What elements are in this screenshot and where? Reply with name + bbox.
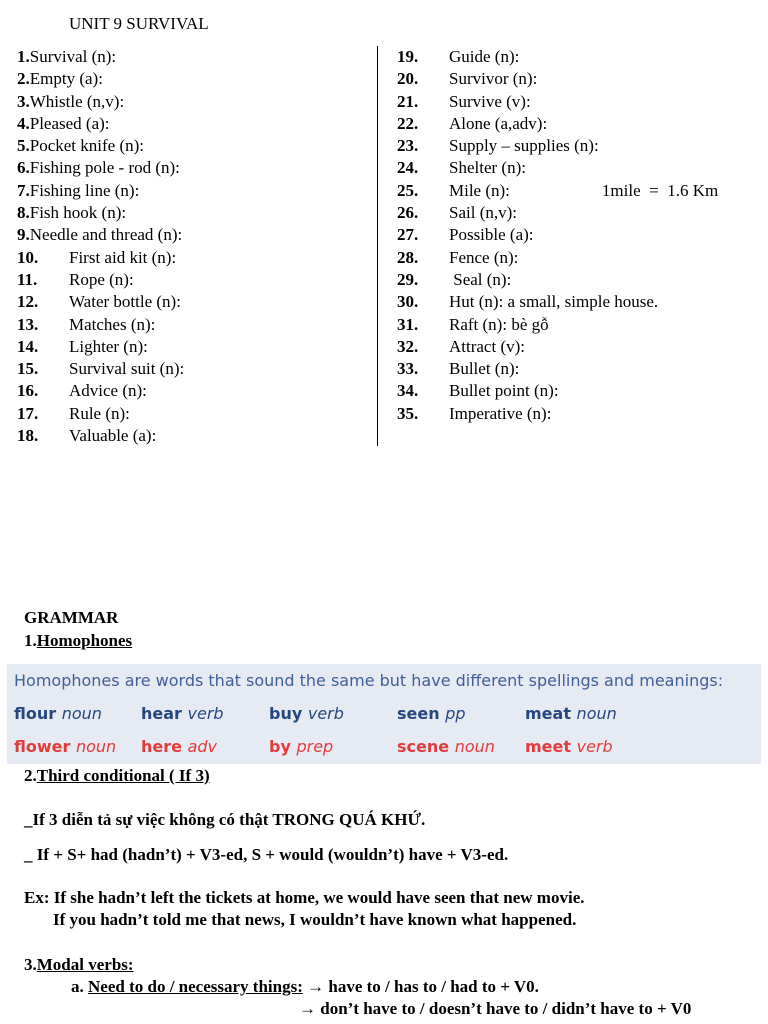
vocab-term: Guide (n): xyxy=(449,47,520,66)
homophone-text: meet xyxy=(525,737,572,756)
vocab-number: 35. xyxy=(397,403,419,423)
homophones-definition: Homophones are words that sound the same but have different spellings and meanings: xyxy=(14,671,724,690)
section-number: 3. xyxy=(24,955,37,974)
vocab-term: Whistle (n,v): xyxy=(29,91,125,111)
vocab-number: 12. xyxy=(17,292,39,312)
vocab-number: 30. xyxy=(397,292,419,312)
vocab-item xyxy=(17,403,184,425)
part-of-speech: verb xyxy=(576,737,613,756)
section-number: 1. xyxy=(24,631,37,650)
vocab-term: Valuable (a): xyxy=(69,426,157,446)
vocab-number: 26. xyxy=(397,203,419,223)
vocab-item xyxy=(397,247,718,269)
vocab-number: 19. xyxy=(397,47,419,66)
vocab-number: 32. xyxy=(397,336,419,356)
vocab-item xyxy=(17,336,184,358)
vocab-term: Hut (n): a small, simple house. xyxy=(449,292,659,312)
vocab-item xyxy=(17,358,184,380)
homophone-text: here xyxy=(141,737,182,756)
homophone-text: seen xyxy=(397,704,440,723)
vocab-term: Imperative (n): xyxy=(449,403,552,423)
vocab-item xyxy=(397,314,718,336)
vocab-number: 3. xyxy=(17,91,30,111)
vocab-number: 33. xyxy=(397,359,419,379)
vocab-number: 27. xyxy=(397,225,419,245)
vocab-item xyxy=(17,269,184,291)
vocab-number: 13. xyxy=(17,314,39,334)
vocab-term: Seal (n): xyxy=(449,269,512,289)
vocab-term: Water bottle (n): xyxy=(69,292,181,312)
if3-usage-line xyxy=(24,810,425,830)
vocab-term: Bullet point (n): xyxy=(449,381,559,401)
homophone-word xyxy=(14,704,102,723)
vocab-term: Raft (n): bè gỗ xyxy=(449,314,549,334)
vocab-number: 14. xyxy=(17,336,39,356)
vocab-number: 9. xyxy=(17,225,30,245)
vocab-item xyxy=(17,425,184,447)
vocab-item xyxy=(17,247,184,269)
homophone-text: buy xyxy=(269,704,303,723)
vocab-term: First aid kit (n): xyxy=(69,247,177,267)
grammar-heading: GRAMMAR xyxy=(24,608,119,627)
vocab-number: 18. xyxy=(17,426,39,446)
vocab-term: Survival (n): xyxy=(29,47,117,66)
vocab-item xyxy=(17,135,184,157)
vocab-term: Pleased (a): xyxy=(29,113,110,133)
part-of-speech: pp xyxy=(445,704,466,723)
vocab-item xyxy=(397,224,718,246)
section-number: 2. xyxy=(24,766,37,785)
vocab-term: Rule (n): xyxy=(69,403,130,423)
vocab-item xyxy=(397,135,718,157)
vocab-term: Sail (n,v): xyxy=(449,203,517,223)
column-divider xyxy=(377,46,378,446)
vocab-list-right xyxy=(397,46,718,425)
unit-title: UNIT 9 SURVIVAL xyxy=(69,14,209,33)
vocab-term: Rope (n): xyxy=(69,269,134,289)
homophone-word xyxy=(525,737,613,756)
section-homophones-heading xyxy=(24,631,132,651)
homophone-word xyxy=(269,737,333,756)
vocab-number: 24. xyxy=(397,158,419,178)
homophone-text: by xyxy=(269,737,291,756)
vocab-term: Shelter (n): xyxy=(449,158,526,178)
vocab-term: Bullet (n): xyxy=(449,359,520,379)
homophone-word xyxy=(397,737,495,756)
vocab-number: 8. xyxy=(17,203,30,223)
section-title: Homophones xyxy=(36,631,133,650)
vocab-number: 7. xyxy=(17,180,30,200)
part-of-speech: prep xyxy=(296,737,334,756)
vocab-number: 10. xyxy=(17,247,39,267)
part-of-speech: verb xyxy=(187,704,224,723)
part-of-speech: noun xyxy=(576,704,617,723)
vocab-number: 34. xyxy=(397,381,419,401)
homophone-word xyxy=(525,704,617,723)
homophone-text: meat xyxy=(525,704,571,723)
vocab-number: 5. xyxy=(17,136,30,156)
vocab-number: 17. xyxy=(17,403,39,423)
vocab-item xyxy=(397,46,718,68)
homophone-text: flour xyxy=(14,704,57,723)
homophone-text: scene xyxy=(397,737,450,756)
vocab-item xyxy=(397,380,718,402)
if3-formula-line: _ If + S+ had (hadn’t) + V3-ed, S + would (wouldn’t) have + V3-ed. xyxy=(24,845,509,864)
vocab-term: Pocket knife (n): xyxy=(29,136,144,156)
vocab-term: Fish hook (n): xyxy=(29,203,127,223)
vocab-item xyxy=(397,358,718,380)
vocab-term: Needle and thread (n): xyxy=(29,225,183,245)
vocab-number: 2. xyxy=(17,69,30,89)
vocab-item xyxy=(397,202,718,224)
vocab-term: Advice (n): xyxy=(69,381,147,401)
vocab-item xyxy=(397,403,718,425)
vocab-number: 20. xyxy=(397,69,419,89)
vocab-term: Survive (v): xyxy=(449,91,531,111)
modal-negative-rule: → don’t have to / doesn’t have to / didn’t have to + V0 xyxy=(299,999,692,1018)
vocab-term: Alone (a,adv): xyxy=(449,113,548,133)
homophone-word xyxy=(397,704,466,723)
vocab-term: Fishing line (n): xyxy=(29,180,140,200)
vocab-item xyxy=(397,269,718,291)
subsection-rule: → have to / has to / had to + V0. xyxy=(302,977,539,996)
homophones-box xyxy=(7,664,761,764)
vocab-item xyxy=(17,202,184,224)
vocab-item xyxy=(397,180,718,202)
vocab-note: 1mile = 1.6 Km xyxy=(601,180,719,200)
vocab-term: Lighter (n): xyxy=(69,336,148,356)
part-of-speech: noun xyxy=(75,737,117,756)
vocab-item xyxy=(17,157,184,179)
vocab-item xyxy=(397,291,718,313)
vocab-item xyxy=(397,336,718,358)
section-title: Third conditional ( If 3) xyxy=(36,766,210,785)
vocab-number: 6. xyxy=(17,158,30,178)
homophone-word xyxy=(14,737,116,756)
vocab-number: 15. xyxy=(17,359,39,379)
vocab-item xyxy=(17,113,184,135)
vocab-number: 1. xyxy=(17,47,30,66)
vocab-term: Supply – supplies (n): xyxy=(449,136,599,156)
subsection-label: a. xyxy=(71,977,84,996)
vocab-number: 28. xyxy=(397,247,419,267)
vocab-item xyxy=(397,91,718,113)
vocab-number: 31. xyxy=(397,314,419,334)
part-of-speech: verb xyxy=(307,704,344,723)
example-line-2: If you hadn’t told me that news, I wouldn’t have known what happened. xyxy=(53,910,577,929)
vocab-item xyxy=(397,113,718,135)
homophone-word xyxy=(141,737,217,756)
vocab-term: Attract (v): xyxy=(449,336,525,356)
vocab-number: 25. xyxy=(397,180,419,200)
section-third-conditional-heading xyxy=(24,766,210,786)
part-of-speech: noun xyxy=(61,704,102,723)
vocab-term: Empty (a): xyxy=(29,69,103,89)
vocab-item xyxy=(17,91,184,113)
vocab-term: Survival suit (n): xyxy=(69,359,185,379)
underscore-prefix: _ xyxy=(24,810,33,829)
part-of-speech: noun xyxy=(454,737,495,756)
vocab-number: 29. xyxy=(397,269,419,289)
homophone-word xyxy=(269,704,344,723)
vocab-term: Possible (a): xyxy=(449,225,534,245)
vocab-item xyxy=(397,68,718,90)
vocab-term: Matches (n): xyxy=(69,314,156,334)
vocab-number: 21. xyxy=(397,91,419,111)
vocab-item xyxy=(17,314,184,336)
vocab-term: Fence (n): xyxy=(449,247,519,267)
vocab-item xyxy=(17,291,184,313)
modal-subsection-a xyxy=(71,977,539,997)
example-line-1: Ex: If she hadn’t left the tickets at home, we would have seen that new movie. xyxy=(24,888,585,907)
vocab-number: 23. xyxy=(397,136,419,156)
subsection-title: Need to do / necessary things: xyxy=(88,977,303,996)
if3-usage-text: If 3 diễn tả sự việc không có thật TRONG QUÁ KHỨ. xyxy=(32,810,426,829)
vocab-number: 16. xyxy=(17,381,39,401)
section-modal-verbs-heading xyxy=(24,955,134,975)
vocab-term: Fishing pole - rod (n): xyxy=(29,158,180,178)
homophone-text: flower xyxy=(14,737,71,756)
section-title: Modal verbs: xyxy=(36,955,134,974)
vocab-list-left xyxy=(17,46,184,447)
vocab-item xyxy=(17,380,184,402)
vocab-item xyxy=(17,224,184,246)
homophone-word xyxy=(141,704,224,723)
vocab-item xyxy=(17,68,184,90)
vocab-item xyxy=(17,180,184,202)
vocab-term: Survivor (n): xyxy=(449,69,538,89)
vocab-item xyxy=(397,157,718,179)
part-of-speech: adv xyxy=(187,737,217,756)
vocab-number: 22. xyxy=(397,113,419,133)
vocab-number: 11. xyxy=(17,269,38,289)
vocab-item xyxy=(17,46,184,68)
homophone-text: hear xyxy=(141,704,182,723)
vocab-term: Mile (n): xyxy=(449,180,510,200)
vocab-number: 4. xyxy=(17,113,30,133)
